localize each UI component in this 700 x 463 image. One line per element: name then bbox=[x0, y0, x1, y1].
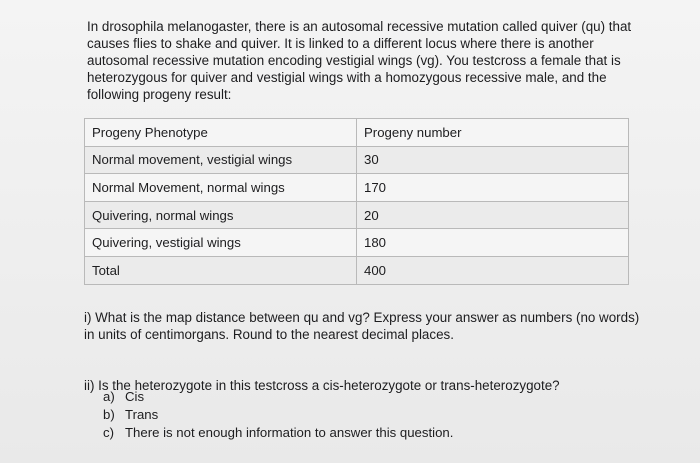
question-2: ii) Is the heterozygote in this testcross a cis-heterozygote or trans-heterozygote? bbox=[84, 378, 560, 393]
option-b[interactable] bbox=[103, 406, 453, 424]
phenotype-cell: Quivering, normal wings bbox=[85, 201, 357, 229]
table-row bbox=[85, 146, 629, 174]
option-c[interactable] bbox=[103, 424, 453, 442]
header-phenotype: Progeny Phenotype bbox=[85, 119, 357, 147]
number-cell: 400 bbox=[357, 256, 629, 284]
table-row bbox=[85, 229, 629, 257]
number-cell: 20 bbox=[357, 201, 629, 229]
phenotype-cell: Normal Movement, normal wings bbox=[85, 174, 357, 202]
table-row-total bbox=[85, 256, 629, 284]
number-cell: 30 bbox=[357, 146, 629, 174]
option-a[interactable] bbox=[103, 388, 453, 406]
table-row bbox=[85, 174, 629, 202]
table-header-row bbox=[85, 119, 629, 147]
option-letter: b) bbox=[103, 407, 115, 422]
progeny-table bbox=[84, 118, 629, 285]
table-row bbox=[85, 201, 629, 229]
phenotype-cell: Normal movement, vestigial wings bbox=[85, 146, 357, 174]
question-1: i) What is the map distance between qu and vg? Express your answer as numbers (no words) in units of centimorgans. Round to the nearest decimal places. bbox=[84, 310, 640, 342]
option-label: There is not enough information to answer this question. bbox=[125, 425, 454, 440]
answer-options bbox=[103, 388, 453, 442]
option-letter: c) bbox=[103, 425, 114, 440]
number-cell: 180 bbox=[357, 229, 629, 257]
header-number: Progeny number bbox=[357, 119, 629, 147]
phenotype-cell: Total bbox=[85, 256, 357, 284]
option-letter: a) bbox=[103, 389, 115, 404]
phenotype-cell: Quivering, vestigial wings bbox=[85, 229, 357, 257]
option-label: Trans bbox=[125, 407, 159, 422]
option-label: Cis bbox=[125, 389, 145, 404]
intro-paragraph: In drosophila melanogaster, there is an autosomal recessive mutation called quiver (qu) that causes flies to shake and quiver. It is linked to a different locus where there is another autosomal recessive mutation encoding vestigial wings (vg). You testcross a female that is heterozygous for quiver and vestigial wings with a homozygous recessive male, and the following progeny result: bbox=[87, 19, 632, 102]
number-cell: 170 bbox=[357, 174, 629, 202]
